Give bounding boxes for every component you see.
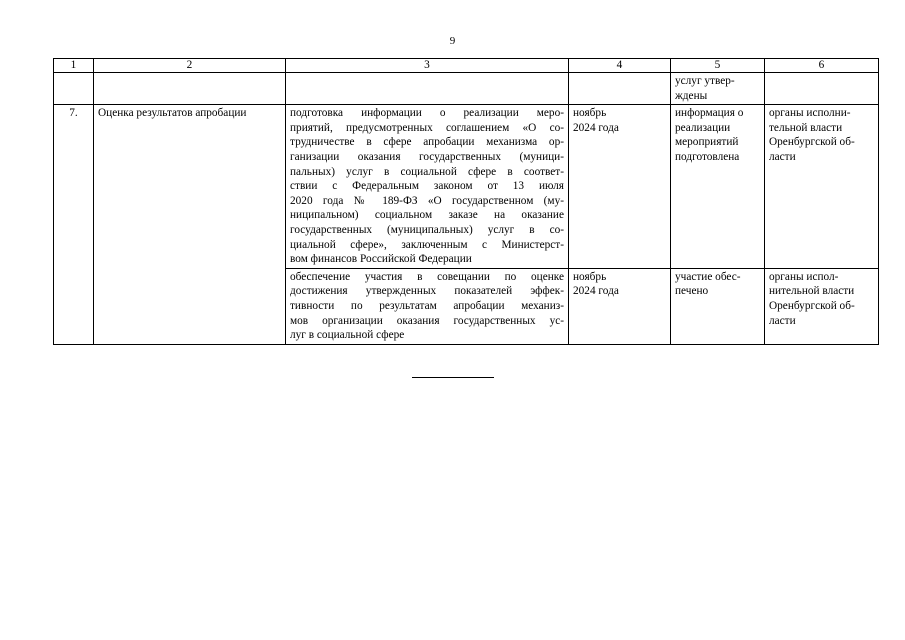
plan-table xyxy=(53,58,879,345)
text-line: 2024 года xyxy=(573,285,619,298)
text-line: нительной власти xyxy=(769,285,855,298)
text-line: циальной сфере», заключенным с Министерст- xyxy=(290,238,564,251)
text-line: приятий, предусмотренных соглашением «О со- xyxy=(290,121,564,134)
text-line: ласти xyxy=(769,150,796,163)
text-line: печено xyxy=(675,285,709,298)
text-line: государственных (муниципальных) услуг в со- xyxy=(290,223,564,236)
column-number-header-row xyxy=(54,59,879,73)
text-line: ноябрь xyxy=(573,107,607,120)
text-line: информация о xyxy=(675,107,744,120)
text-line: пальных) услуг в социальной сфере в соответ- xyxy=(290,165,564,178)
text-line: Оренбургской об- xyxy=(769,299,855,312)
text-line: подготовка информации о реализации меро- xyxy=(290,107,564,120)
continuation-cell-6 xyxy=(765,73,879,105)
page-number: 9 xyxy=(449,35,456,47)
row-number: 7. xyxy=(54,105,94,345)
column-number-6: 6 xyxy=(765,59,879,73)
column-number-5: 5 xyxy=(671,59,765,73)
continuation-cell-1 xyxy=(54,73,94,105)
text-line: 2020 года № 189-ФЗ «О государственном (му- xyxy=(290,194,564,207)
measure-description xyxy=(286,268,569,344)
text-line: ниципальном) социальном заказе на оказание xyxy=(290,209,564,222)
column-number-2: 2 xyxy=(94,59,286,73)
text-line: луг в социальной сфере xyxy=(290,329,405,342)
expected-result xyxy=(671,268,765,344)
text-line: участие обес- xyxy=(675,270,741,283)
column-number-1: 1 xyxy=(54,59,94,73)
continuation-row xyxy=(54,73,879,105)
text-line: ноябрь xyxy=(573,270,607,283)
text-line: ласти xyxy=(769,314,796,327)
responsible-bodies xyxy=(765,268,879,344)
text-line: вом финансов Российской Федерации xyxy=(290,253,472,266)
responsible-bodies xyxy=(765,105,879,269)
text-line: трудничестве в сфере апробации механизма ор- xyxy=(290,136,564,149)
text-line: обеспечение участия в совещании по оценке xyxy=(290,270,564,283)
text-line: ждены xyxy=(675,89,708,102)
text-line: 2024 года xyxy=(573,121,619,134)
continuation-cell-2 xyxy=(94,73,286,105)
text-line: реализации xyxy=(675,121,731,134)
column-number-4: 4 xyxy=(569,59,671,73)
text-line: органы испол- xyxy=(769,270,839,283)
text-line: услуг утвер- xyxy=(675,75,735,87)
continuation-result-cell xyxy=(671,73,765,105)
text-line: тельной власти xyxy=(769,121,843,134)
deadline xyxy=(569,105,671,269)
activity-name: Оценка результатов апробации xyxy=(94,105,286,345)
text-line: мероприятий xyxy=(675,136,739,149)
continuation-cell-4 xyxy=(569,73,671,105)
text-line: ствии с Федеральным законом от 13 июля xyxy=(290,180,564,193)
continuation-cell-3 xyxy=(286,73,569,105)
end-of-document-rule xyxy=(412,377,494,378)
text-line: органы исполни- xyxy=(769,107,851,120)
expected-result xyxy=(671,105,765,269)
table-row xyxy=(54,105,879,269)
column-number-3: 3 xyxy=(286,59,569,73)
measure-description xyxy=(286,105,569,269)
text-line: ганизации оказания государственных (муници- xyxy=(290,150,564,163)
text-line: тивности по результатам апробации механиз- xyxy=(290,299,564,312)
deadline xyxy=(569,268,671,344)
text-line: подготовлена xyxy=(675,150,740,163)
text-line: Оренбургской об- xyxy=(769,136,855,149)
text-line: мов организации оказания государственных ус- xyxy=(290,314,564,327)
text-line: достижения утвержденных показателей эффек- xyxy=(290,285,564,298)
